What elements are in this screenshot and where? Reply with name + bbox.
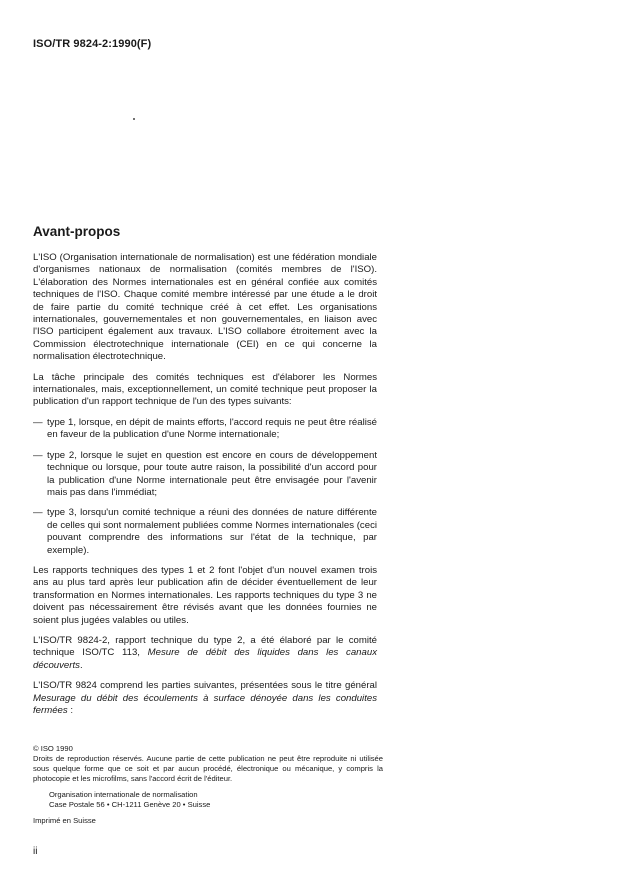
parts-text-before: L'ISO/TR 9824 comprend les parties suivantes, présentées sous le titre général <box>33 680 377 692</box>
list-item-text: type 2, lorsque le sujet en question est encore en cours de développement technique ou lorsque, pour toute autre raison, la possibilité d'un accord pour la publication d'une Norme internationale peut être envisagée pour l'avenir mais pas dans l'immédiat; <box>47 449 377 498</box>
publisher-organization: Organisation internationale de normalisation <box>49 790 198 799</box>
paragraph-revision: Les rapports techniques des types 1 et 2 font l'objet d'un nouvel examen trois ans au plus tard après leur publication afin de décider éventuellement de leur transformation en Normes internationales. Les rapports techniques du type 3 ne doivent pas nécessairement être révisés avant que les données fournies ne soient plus jugées valables ou utiles. <box>33 564 377 626</box>
tr-text-before: L'ISO/TR 9824-2, rapport technique du type 2, a été élaboré par le comité technique ISO/TC 113, <box>33 634 377 659</box>
general-title: Mesurage du débit des écoulements à surface dénoyée dans les conduites fermées <box>33 692 377 716</box>
paragraph-tr-9824-2 <box>33 635 377 672</box>
scan-speck <box>133 118 135 120</box>
list-item-text: type 3, lorsqu'un comité technique a réuni des données de nature différente de celles qui sont normalement publiées comme Normes internationales (ceci pouvant comprendre des informations sur l'état de la technique, par exemple). <box>47 507 377 556</box>
list-item-type-3 <box>33 507 377 557</box>
section-title: Avant-propos <box>33 224 121 239</box>
rights-notice: Droits de reproduction réservés. Aucune partie de cette publication ne peut être reproduite ni utilisée sous quelque forme que ce soit et par aucun procédé, électronique ou mécanique, y compris la photocopie et les microfilms, sans l'accord écrit de l'éditeur. <box>33 754 383 783</box>
paragraph-parts <box>33 680 377 717</box>
parts-text-after: : <box>67 705 73 716</box>
foreword-body <box>33 252 377 725</box>
copyright-line: © ISO 1990 <box>33 744 73 753</box>
document-identifier: ISO/TR 9824-2:1990(F) <box>33 38 152 50</box>
committee-title: Mesure de débit des liquides dans les canaux découverts <box>33 647 377 671</box>
list-dash: — <box>33 416 43 428</box>
list-item-text: type 1, lorsque, en dépit de maints efforts, l'accord requis ne peut être réalisé en faveur de la publication d'une Norme internationale; <box>47 416 377 441</box>
list-item-type-1 <box>33 417 377 442</box>
tr-text-after: . <box>79 659 83 671</box>
list-dash: — <box>33 449 43 461</box>
copyright-block <box>33 744 383 826</box>
publisher-address: Case Postale 56 • CH-1211 Genève 20 • Suisse <box>49 800 211 809</box>
list-dash: — <box>33 507 43 519</box>
list-item-type-2 <box>33 450 377 500</box>
paragraph-iso-intro: L'ISO (Organisation internationale de normalisation) est une fédération mondiale d'organismes nationaux de normalisation (comités membres de l'ISO). L'élaboration des Normes internationales est en général confiée aux comités techniques de l'ISO. Chaque comité membre intéressé par une étude a le droit de faire partie du comité technique créé à cet effet. Les organisations internationales, gouvernementales et non gouvernementales, en liaison avec l'ISO participent également aux travaux. L'ISO collabore étroitement avec la Commission électrotechnique internationale (CEI) en ce qui concerne la normalisation électrotechnique. <box>33 252 377 363</box>
paragraph-technical-committees: La tâche principale des comités techniques est d'élaborer les Normes internationales, mais, exceptionnellement, un comité technique peut proposer la publication d'un rapport technique de l'un des types suivants: <box>33 371 377 408</box>
printed-in: Imprimé en Suisse <box>33 816 96 825</box>
page-number: ii <box>33 846 38 857</box>
